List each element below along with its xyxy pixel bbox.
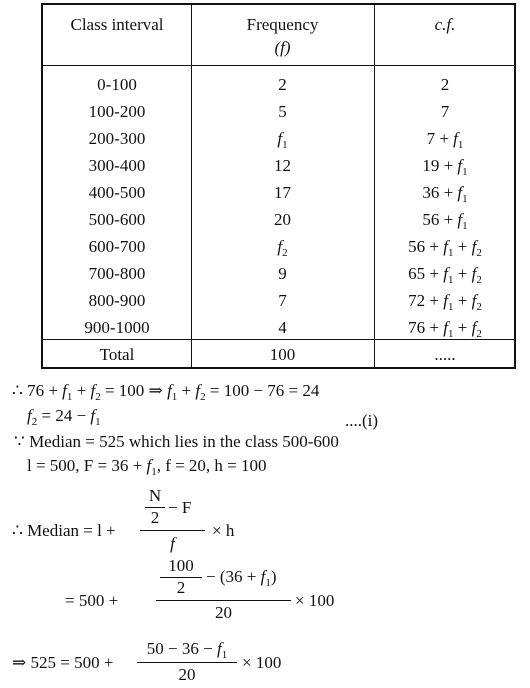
step2-main-bar	[156, 600, 291, 601]
row-cf: 2	[440, 75, 450, 94]
header-class-interval: Class interval	[70, 15, 164, 34]
step2-20: 20	[215, 603, 232, 622]
step3-lhs: ⇒ 525 = 500 +	[12, 653, 114, 672]
formula-2: 2	[150, 508, 160, 527]
step2-lhs: = 500 +	[65, 591, 119, 610]
row-class-interval: 900-1000	[84, 318, 150, 337]
frequency-table	[41, 3, 516, 369]
row-frequency: 9	[278, 264, 287, 283]
row-frequency: $f_2$	[277, 237, 288, 259]
row-class-interval: 400-500	[88, 183, 146, 202]
total-cf: .....	[434, 345, 456, 364]
row-frequency: 4	[278, 318, 287, 337]
header-frequency: Frequency	[246, 15, 319, 34]
row-class-interval: 0-100	[97, 75, 137, 94]
solution-line-3: ∵ Median = 525 which lies in the class 500-600	[14, 432, 339, 451]
step2-times: × 100	[295, 591, 335, 610]
header-divider	[43, 65, 514, 66]
row-cf: $76 + f_1 + f_2$	[408, 318, 482, 340]
step3-bar	[137, 662, 237, 663]
step3-20: 20	[178, 665, 196, 684]
row-class-interval: 600-700	[88, 237, 146, 256]
row-frequency: 20	[274, 210, 291, 229]
row-frequency: 7	[278, 291, 287, 310]
formula-N: N	[148, 486, 162, 505]
row-class-interval: 800-900	[88, 291, 146, 310]
median-formula-lhs: ∴ Median = l +	[12, 521, 116, 540]
row-frequency: 5	[278, 102, 287, 121]
step2-2: 2	[176, 578, 186, 597]
solution-line-2: $f_2 = 24 - f_1$	[27, 406, 101, 428]
equation-tag: ....(i)	[345, 411, 379, 430]
row-class-interval: 500-600	[88, 210, 146, 229]
step3-times: × 100	[242, 653, 282, 672]
total-frequency: 100	[269, 345, 296, 364]
row-cf: $56 + f_1$	[422, 210, 468, 232]
row-cf: $56 + f_1 + f_2$	[408, 237, 482, 259]
formula-minus-F: − F	[168, 498, 192, 517]
formula-f: f	[170, 534, 175, 553]
row-cf: $7 + f_1$	[426, 129, 464, 151]
row-frequency: $f_1$	[277, 129, 288, 151]
row-frequency: 12	[274, 156, 291, 175]
row-cf: $19 + f_1$	[422, 156, 468, 178]
step2-rest: − $(36 + f_1)$	[206, 567, 277, 589]
row-class-interval: 700-800	[88, 264, 146, 283]
row-class-interval: 300-400	[88, 156, 146, 175]
row-frequency: 17	[274, 183, 291, 202]
formula-main-bar	[140, 530, 205, 531]
row-cf: $36 + f_1$	[422, 183, 468, 205]
row-cf: $72 + f_1 + f_2$	[408, 291, 482, 313]
header-cf: c.f.	[434, 15, 456, 34]
row-class-interval: 100-200	[88, 102, 146, 121]
row-class-interval: 200-300	[88, 129, 146, 148]
solution-line-4: l = 500, $F = 36 + f_1$, f = 20, h = 100	[27, 456, 267, 478]
row-frequency: 2	[278, 75, 287, 94]
step3-numerator: $50 - 36 - f_1$	[146, 639, 228, 661]
step2-100: 100	[168, 556, 194, 575]
row-cf: 7	[440, 102, 450, 121]
total-label: Total	[99, 345, 135, 364]
row-cf: $65 + f_1 + f_2$	[408, 264, 482, 286]
header-frequency-symbol: (f)	[274, 38, 291, 57]
solution-line-1: ∴ $76 + f_1 + f_2 = 100$ ⇒ $f_1 + f_2 = 100 - 76 = 24$	[12, 381, 320, 403]
formula-times-h: × h	[212, 521, 235, 540]
